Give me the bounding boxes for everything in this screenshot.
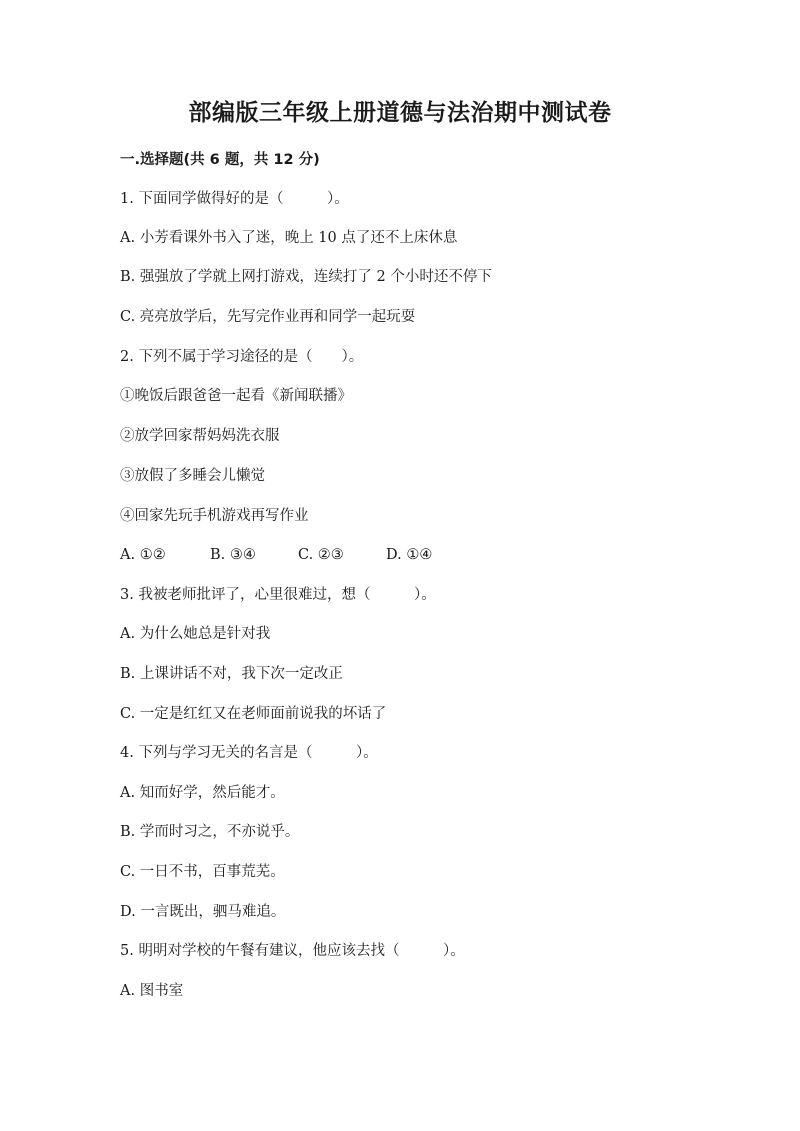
question-2-option-d: D. ①④ [386,547,433,563]
question-3-option-a: A. 为什么她总是针对我 [120,626,271,642]
question-1-option-a: A. 小芳看课外书入了迷，晚上 10 点了还不上床休息 [120,230,458,246]
question-5-option-a: A. 图书室 [120,983,184,999]
section-heading: 一.选择题(共 6 题，共 12 分) [120,152,320,168]
question-1-option-c: C. 亮亮放学后，先写完作业再和同学一起玩耍 [120,309,416,325]
question-4-option-a: A. 知而好学，然后能才。 [120,785,285,801]
question-2-options [120,545,432,565]
question-3-stem: 3. 我被老师批评了，心里很难过，想（ ）。 [120,587,436,603]
question-3-option-c: C. 一定是红红又在老师面前说我的坏话了 [120,706,387,722]
page-title: 部编版三年级上册道德与法治期中测试卷 [188,100,612,126]
question-2-item-4: ④回家先玩手机游戏再写作业 [120,508,309,524]
question-1-stem: 1. 下面同学做得好的是（ ）。 [120,191,349,207]
question-4-option-b: B. 学而时习之，不亦说乎。 [120,824,300,840]
question-2-option-b: B. ③④ [210,547,256,563]
question-2-item-3: ③放假了多睡会儿懒觉 [120,468,265,484]
question-4-option-d: D. 一言既出，驷马难追。 [120,904,286,920]
question-1-option-b: B. 强强放了学就上网打游戏，连续打了 2 个小时还不停下 [120,269,492,285]
question-4-stem: 4. 下列与学习无关的名言是（ ）。 [120,745,378,761]
question-2-item-1: ①晚饭后跟爸爸一起看《新闻联播》 [120,388,352,404]
question-2-option-c: C. ②③ [298,547,344,563]
question-3-option-b: B. 上课讲话不对，我下次一定改正 [120,666,343,682]
question-2-item-2: ②放学回家帮妈妈洗衣服 [120,428,280,444]
question-2-option-a: A. ①② [120,547,166,563]
question-5-stem: 5. 明明对学校的午餐有建议，他应该去找（ ）。 [120,943,465,959]
question-4-option-c: C. 一日不书，百事荒芜。 [120,864,285,880]
question-2-stem: 2. 下列不属于学习途径的是（ ）。 [120,349,364,365]
